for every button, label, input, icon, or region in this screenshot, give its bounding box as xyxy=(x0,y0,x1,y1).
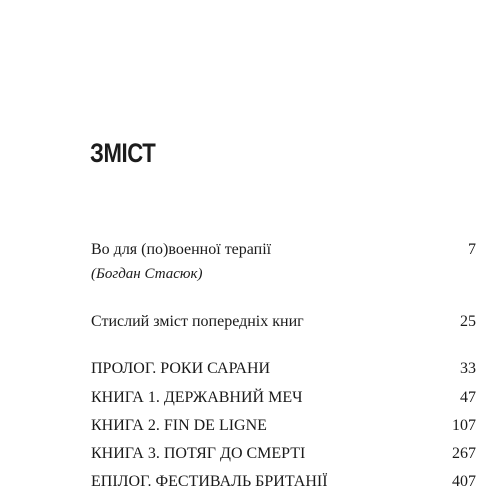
toc-entry xyxy=(91,388,476,408)
toc-entry-title: ПРОЛОГ. РОКИ САРАНИ xyxy=(91,360,271,377)
toc-entry-title: ЕПІЛОГ. ФЕСТИВАЛЬ БРИТАНІЇ xyxy=(91,473,328,490)
toc-entry-page: 7 xyxy=(468,241,476,258)
toc-entry xyxy=(91,472,476,492)
toc-entry xyxy=(91,416,476,436)
toc-entry-title: КНИГА 1. ДЕРЖАВНИЙ МЕЧ xyxy=(91,389,303,406)
toc-entry-title: Во для (по)военної терапії xyxy=(91,241,272,258)
toc-entry-page: 267 xyxy=(452,445,476,462)
toc-entry-author: (Богдан Стасюк) xyxy=(91,266,203,282)
toc-entry-page: 25 xyxy=(460,313,476,330)
toc-entry-page: 107 xyxy=(452,417,476,434)
toc-entry-title: КНИГА 3. ПОТЯГ ДО СМЕРТІ xyxy=(91,445,306,462)
toc-entry xyxy=(91,240,476,260)
toc-entry-page: 33 xyxy=(460,360,476,377)
toc-entry xyxy=(91,312,476,332)
toc-entry-page: 47 xyxy=(460,389,476,406)
contents-heading: ЗМІСТ xyxy=(90,138,156,168)
toc-entry-title: Стислий зміст попередніх книг xyxy=(91,313,304,330)
toc-entry-page: 407 xyxy=(452,473,476,490)
toc-entry xyxy=(91,359,476,379)
toc-entry xyxy=(91,444,476,464)
toc-entry-title: КНИГА 2. FIN DE LIGNE xyxy=(91,417,267,434)
